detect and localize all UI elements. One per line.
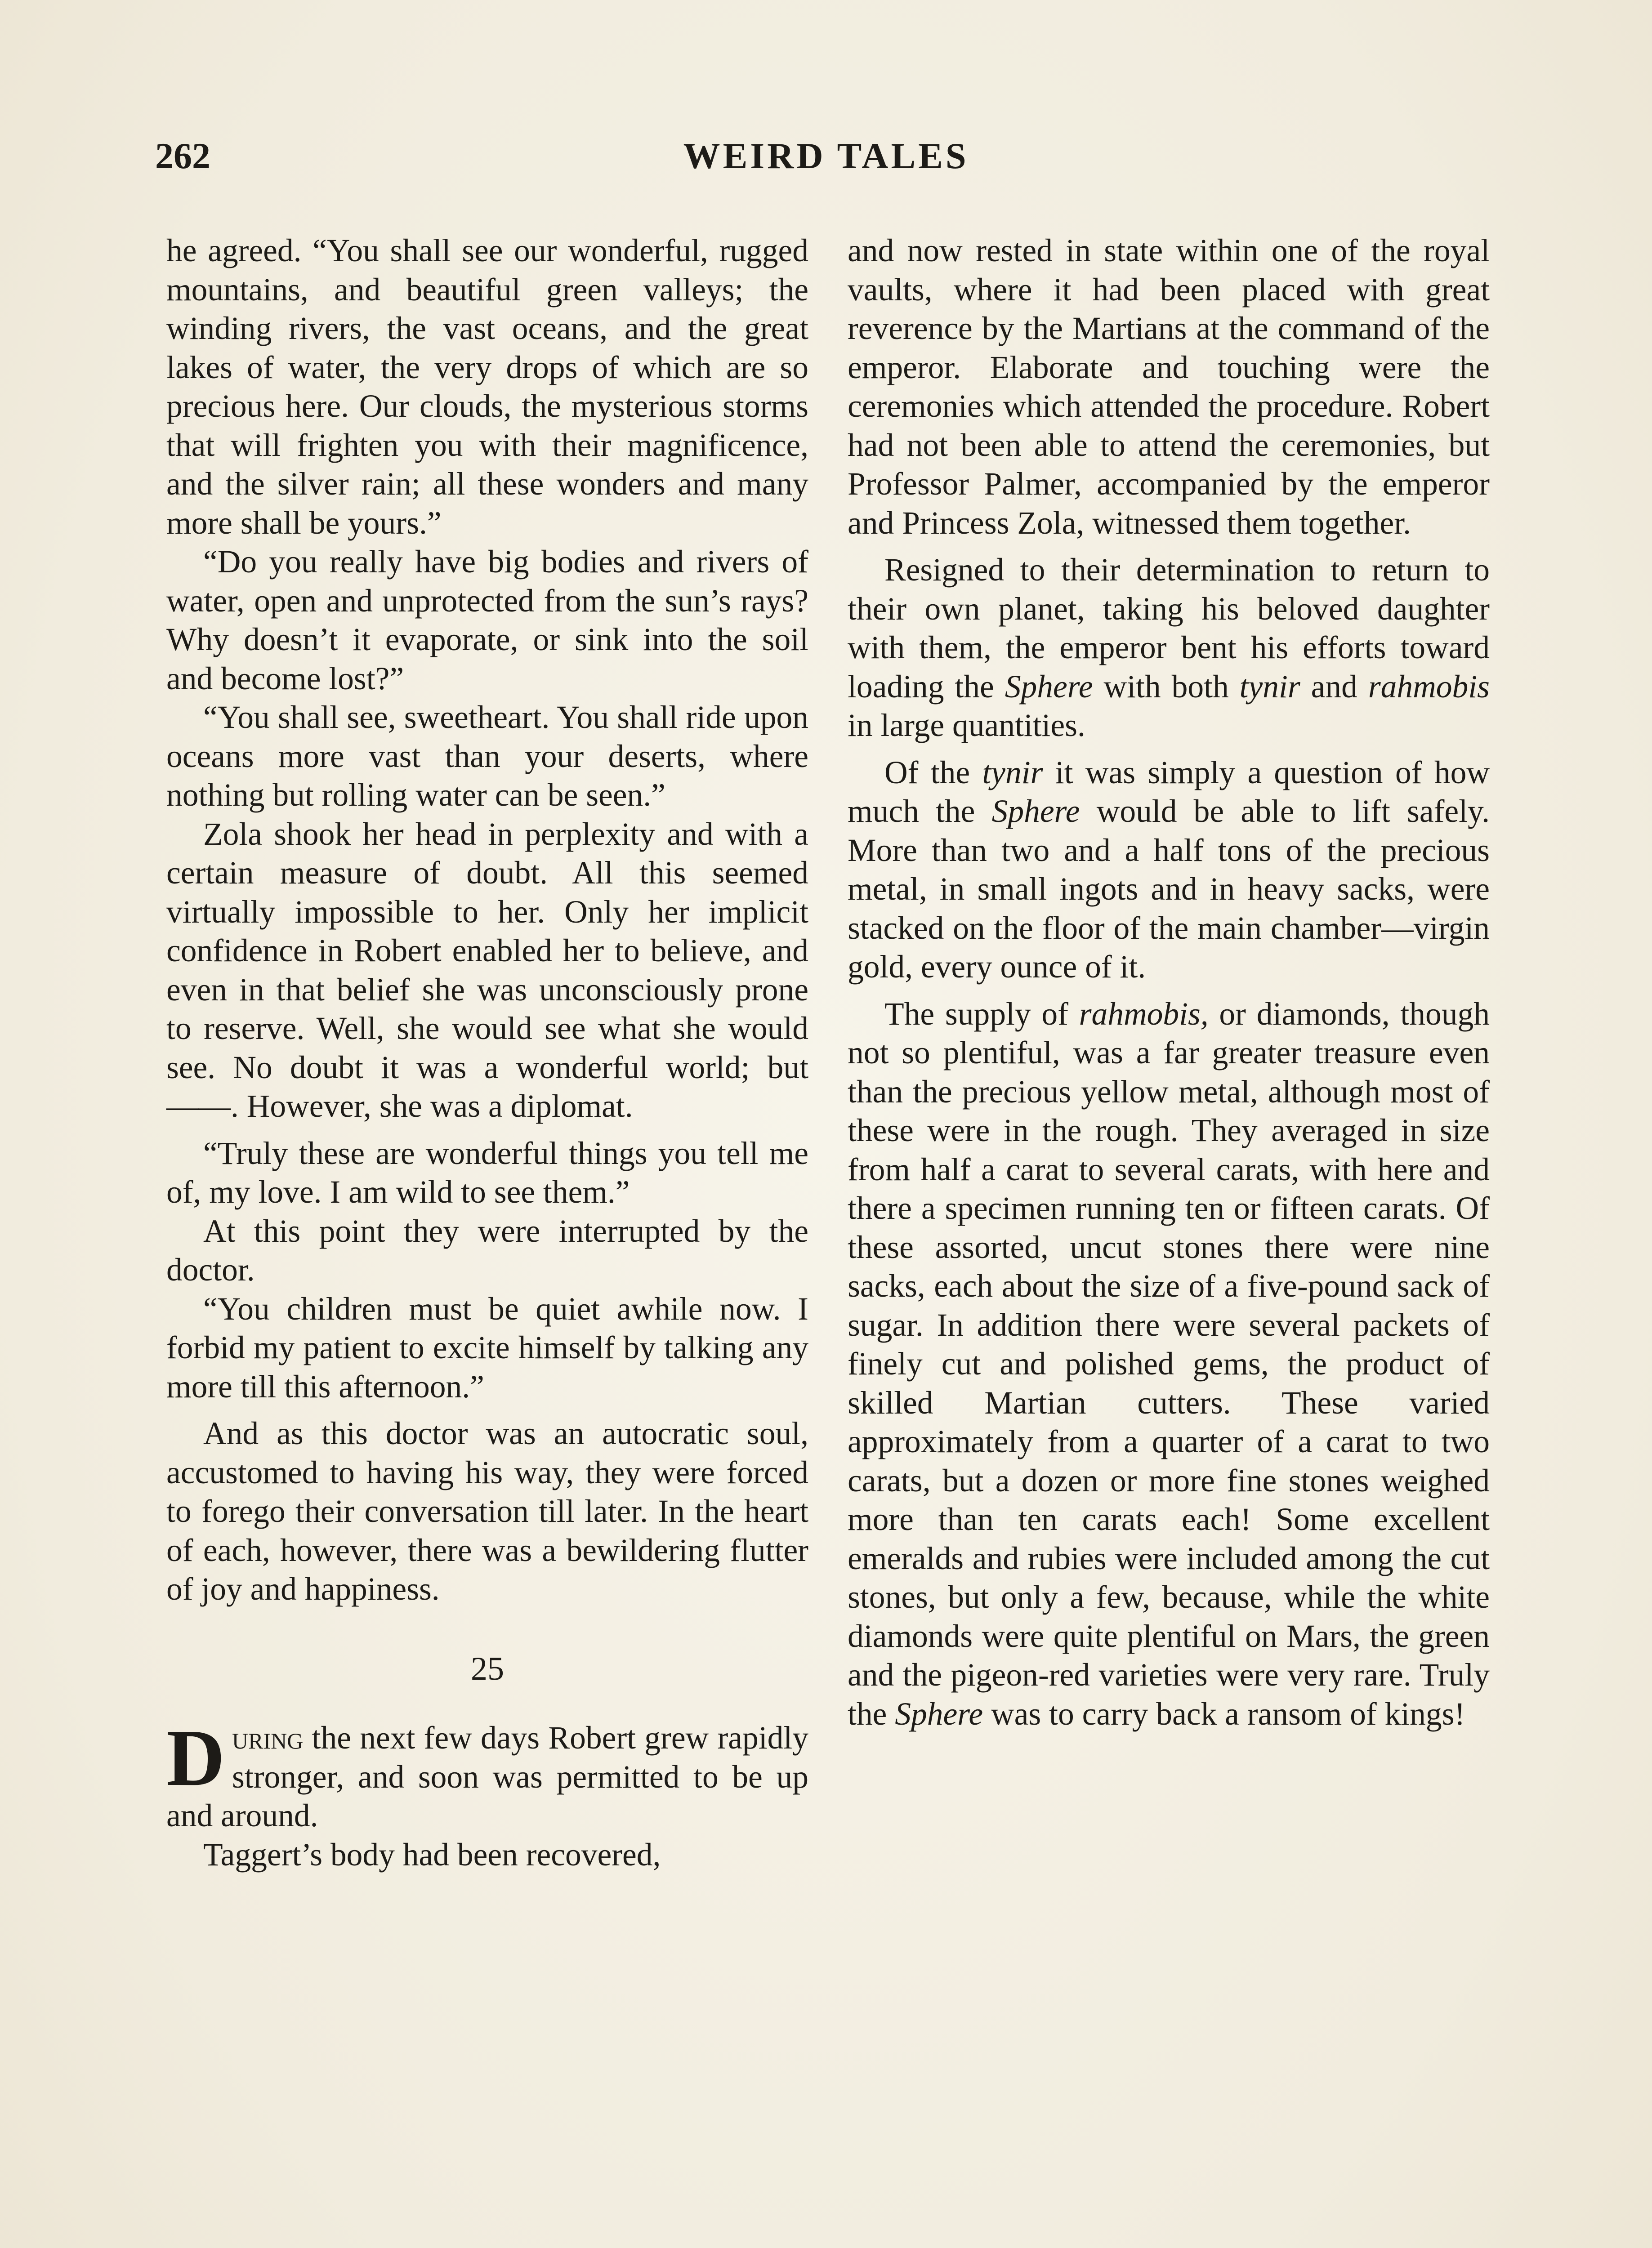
opening-word: uring: [232, 1720, 304, 1756]
paragraph: “Truly these are wonderful things you tell me of, my love. I am wild to see them.”: [166, 1135, 808, 1210]
paragraph: he agreed. “You shall see our wonderful, rugged mountains, and beautiful green valleys; the winding rivers, the vast oceans, and the great lakes of water, the very drops of which are so precious here. Our clouds, the mysterious storms that will frighten you with their magnificence, and the silver rain; all these wonders and many more shall be yours.”: [166, 233, 808, 541]
text-run: it was simply a question of how much the: [848, 754, 1490, 829]
paragraph: Zola shook her head in perplexity and with a certain measure of doubt. All this seemed virtually impossible to her. Only her implicit confidence in Robert enabled her to believe, and even in that belief she was unconsciously prone to reserve. Well, she would see what she would see. No doubt it was a wonderful world; but ——. However, she was a diplomat.: [166, 816, 808, 1124]
paragraph: [848, 551, 1490, 745]
text-run: Resigned to their determination to return to their own planet, taking his beloved daughter with them, the emperor bent his efforts toward loading the: [848, 552, 1490, 705]
text-run: Of the: [884, 754, 982, 790]
section-number: 25: [471, 1650, 504, 1687]
page-number: 262: [155, 135, 210, 176]
italic-term: rahmobis,: [1079, 996, 1209, 1032]
paragraph: At this point they were interrupted by the doctor.: [166, 1213, 808, 1288]
italic-term: Sphere: [991, 794, 1080, 829]
text-run: was to carry back a ransom of kings!: [983, 1696, 1465, 1732]
italic-term: Sphere: [1005, 669, 1093, 705]
italic-term: Sphere: [895, 1696, 983, 1732]
right-column: [848, 232, 1490, 1734]
paragraph: [848, 754, 1490, 987]
paragraph: “Do you really have big bodies and rivers of water, open and unprotected from the sun’s rays? Why doesn’t it evaporate, or sink into the soil and become lost?”: [166, 544, 808, 696]
paragraph: [848, 995, 1490, 1734]
opening-text: the next few days Robert grew rapidly stronger, and soon was permitted to be up and around.: [166, 1720, 808, 1833]
paragraph: Taggert’s body had been recovered,: [203, 1837, 661, 1873]
text-run: or diamonds, though not so plentiful, was a far greater treasure even than the precious yellow metal, although most of these were in the rough. They averaged in size from half a carat to several carats, with here and there a specimen running ten or fifteen carats. Of these assorted, uncut stones there were nine sacks, each about the size of a five-pound sack of sugar. In addition there were several packets of finely cut and polished gems, the product of skilled Martian cutters. These varied approximately from a quarter of a carat to two carats, but a dozen or more fine stones weighed more than ten carats each! Some excellent emeralds and rubies were included among the cut stones, but only a few, because, while the white diamonds were quite plentiful on Mars, the green and the pigeon-red varieties were very rare. Truly the: [848, 996, 1490, 1732]
left-column: [166, 232, 808, 1874]
paragraph: “You shall see, sweetheart. You shall ride upon oceans more vast than your deserts, where nothing but rolling water can be seen.”: [166, 700, 808, 813]
paragraph: “You children must be quiet awhile now. I forbid my patient to excite himself by talking any more till this afternoon.”: [166, 1291, 808, 1405]
text-run: and: [1300, 669, 1368, 705]
italic-term: tynir: [1239, 669, 1300, 705]
italic-term: tynir: [982, 754, 1043, 790]
text-run: The supply of: [884, 996, 1079, 1032]
paragraph: and now rested in state within one of the royal vaults, where it had been placed with great reverence by the Martians at the command of the emperor. Elaborate and touching were the ceremonies which attended the procedure. Robert had not been able to attend the ceremonies, but Professor Palmer, accompanied by the emperor and Princess Zola, witnessed them together.: [848, 233, 1490, 541]
running-head: WEIRD TALES: [683, 135, 969, 176]
chapter-opening-paragraph: [166, 1713, 808, 1836]
text-run: with both: [1093, 669, 1240, 705]
paragraph: And as this doctor was an autocratic soul, accustomed to having his way, they were forced to forego their conversation till later. In the heart of each, however, there was a bewildering flutter of joy and happiness.: [166, 1416, 808, 1607]
drop-cap: D: [166, 1713, 225, 1802]
text-run: in large quantities.: [848, 708, 1085, 743]
text-run: would be able to lift safely. More than two and a half tons of the precious metal, in small ingots and in heavy sacks, were stacked on the floor of the main chamber—virgin gold, every ounce of it.: [848, 794, 1490, 985]
italic-term: rahmobis: [1368, 669, 1490, 705]
